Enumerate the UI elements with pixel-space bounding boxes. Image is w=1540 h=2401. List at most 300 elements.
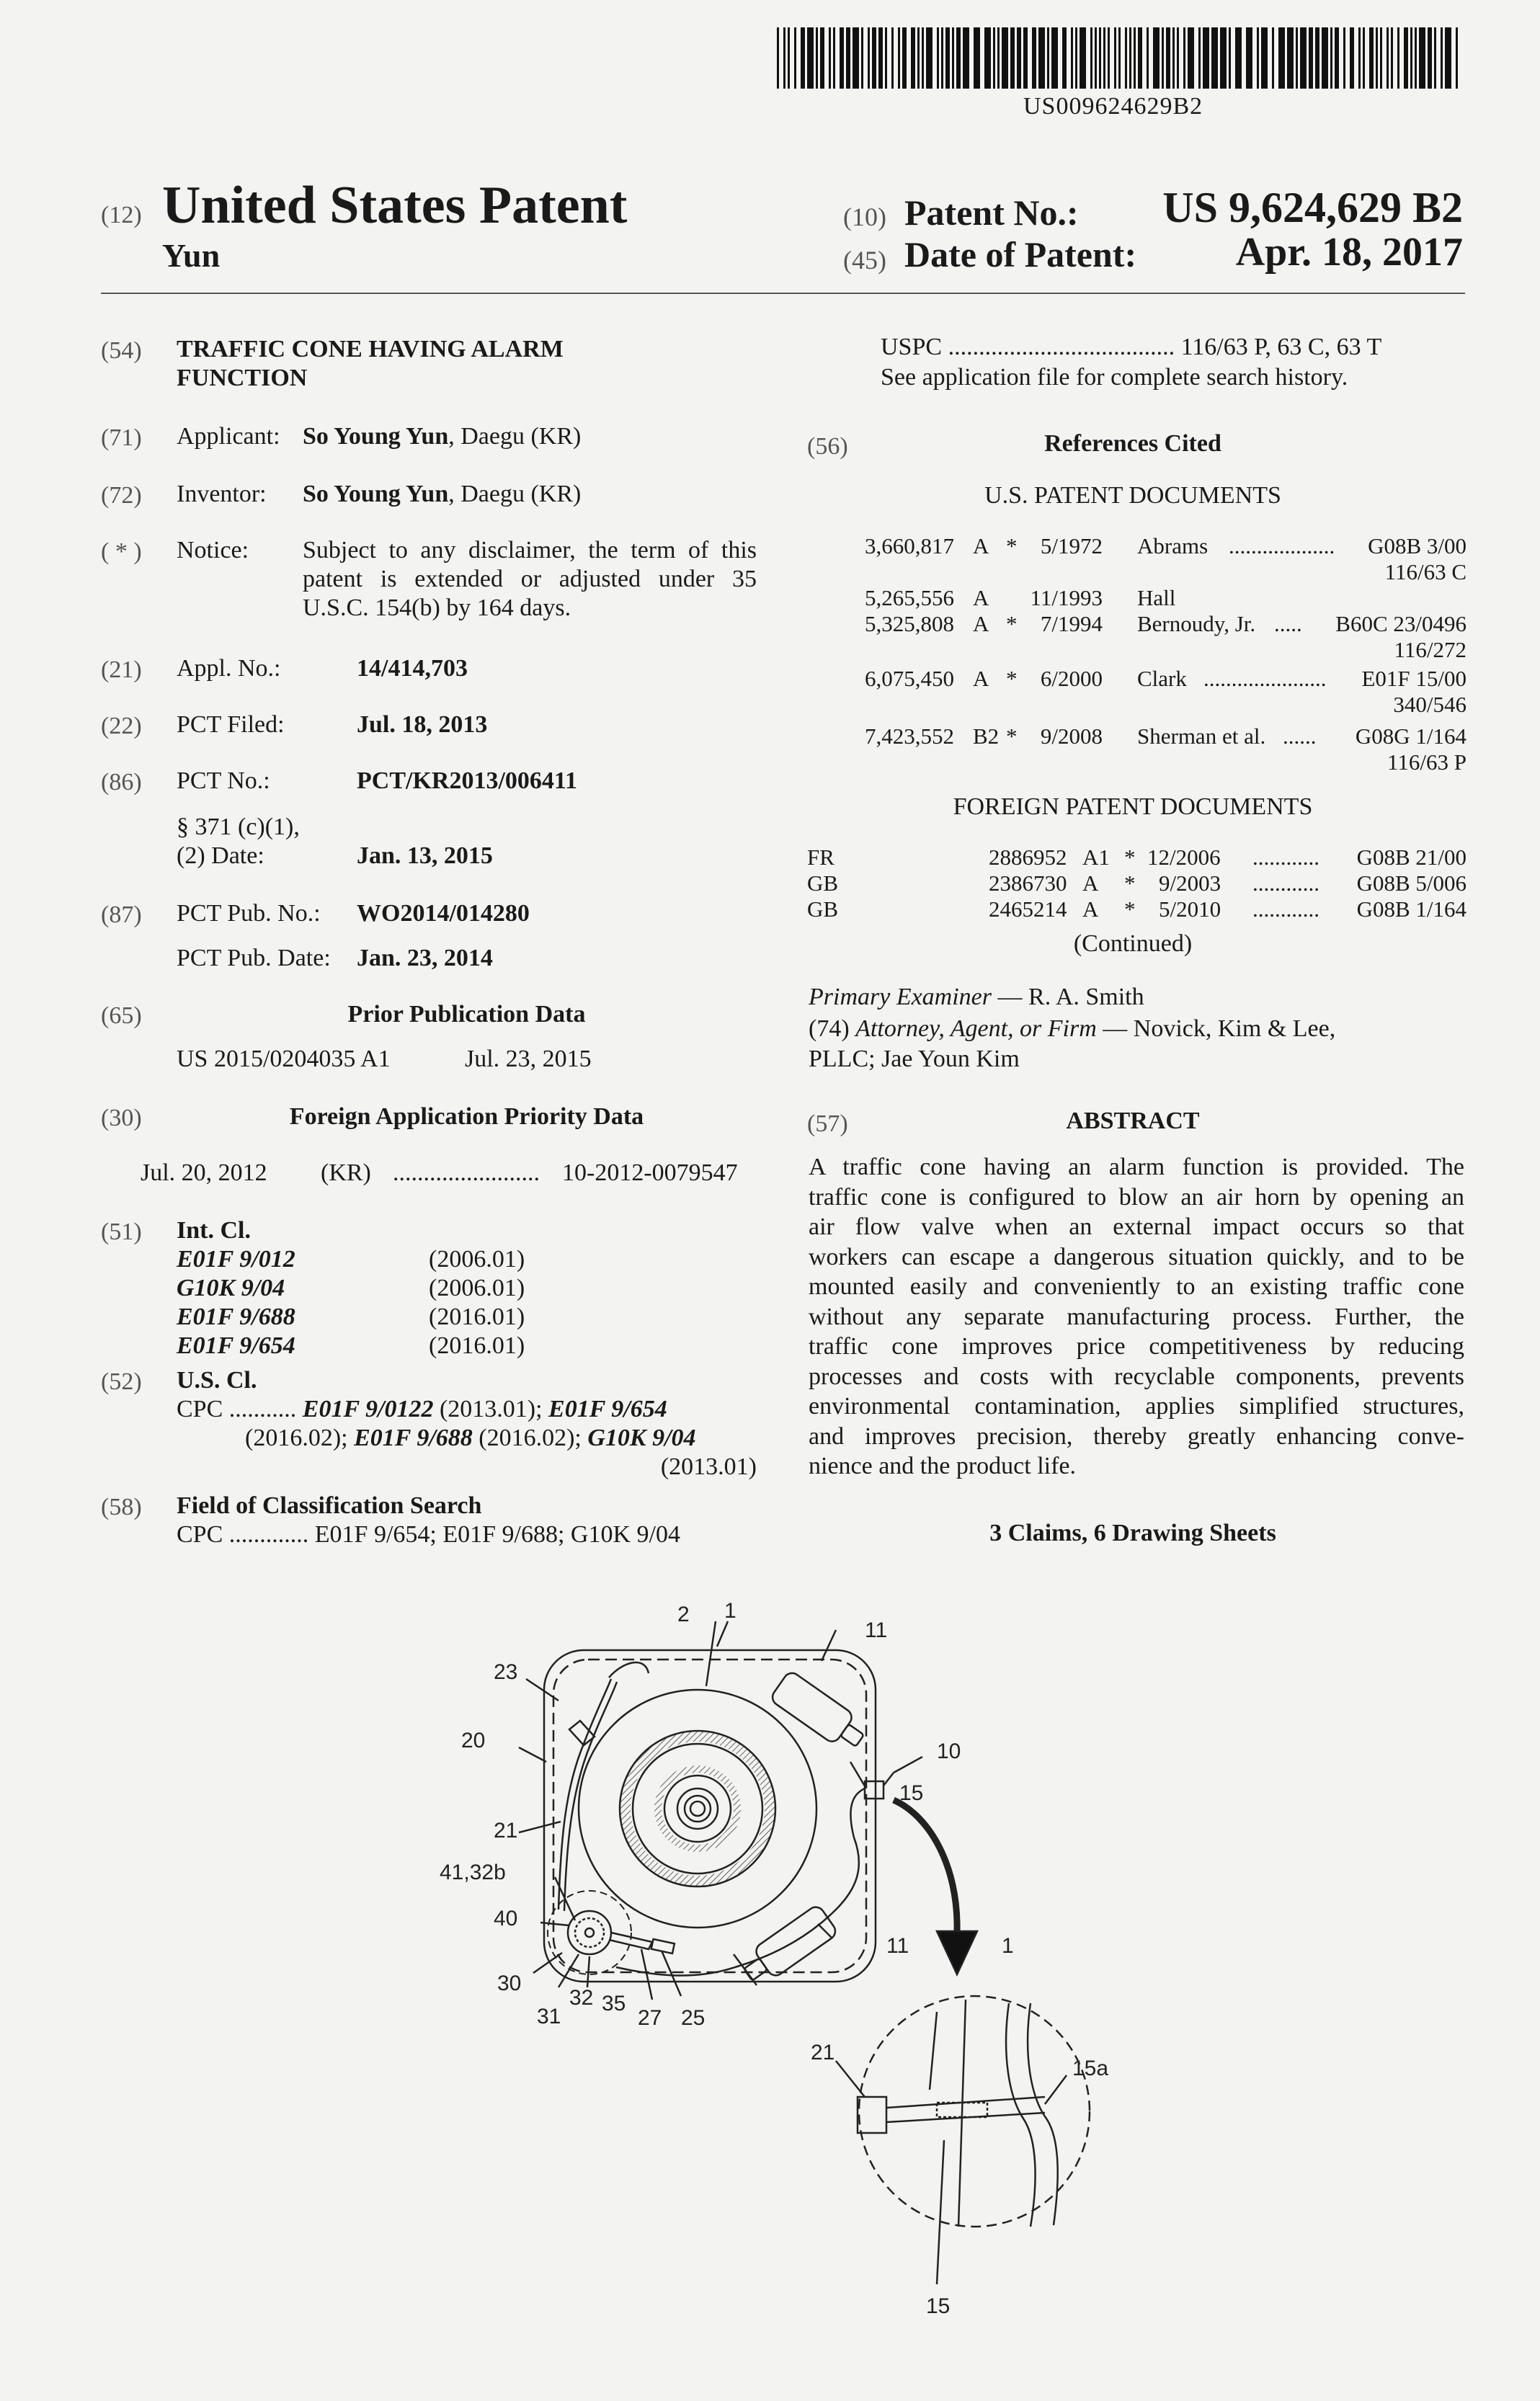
field-search-cpc <box>177 1520 680 1549</box>
fig-label: 15 <box>926 2294 951 2318</box>
us-doc-class: B60C 23/0496 <box>1335 611 1466 636</box>
fig-label: 23 <box>494 1660 518 1684</box>
foreign-doc-kind: A1 <box>1082 845 1110 870</box>
attorney-line-1 <box>809 1015 1335 1043</box>
barcode-bar <box>783 27 785 89</box>
foreign-doc-star: * <box>1124 845 1136 870</box>
us-doc-star: * <box>1006 611 1018 636</box>
barcode-bar <box>1108 27 1110 89</box>
applicant-name: So Young Yun <box>303 423 449 450</box>
barcode-bar <box>1296 27 1298 89</box>
foreign-doc-star: * <box>1124 896 1136 922</box>
barcode-bar <box>1032 27 1036 89</box>
us-doc-number: 6,075,450 <box>865 666 954 691</box>
int-cl-class: G10K 9/04 <box>177 1275 285 1301</box>
us-cl-line-2 <box>245 1424 696 1453</box>
int-cl-class: E01F 9/012 <box>177 1246 295 1273</box>
barcode-bar <box>1358 27 1361 89</box>
barcode-bar <box>1419 27 1425 89</box>
us-doc-kind: B2 <box>973 723 1000 749</box>
int-cl-list <box>177 1245 580 1360</box>
barcode-bar <box>1428 27 1432 89</box>
pct-pub-date-label: PCT Pub. Date: <box>177 945 331 971</box>
barcode-bar <box>1434 27 1436 89</box>
inventor-label: Inventor: <box>177 481 267 507</box>
abstract-line: traffic cone improves price competitiveness by reducing <box>809 1333 1464 1360</box>
barcode <box>777 27 1465 89</box>
us-doc-date: 9/2008 <box>1040 723 1103 749</box>
barcode-bar <box>1010 27 1015 89</box>
barcode-bar <box>885 27 887 89</box>
us-cl-version: (2013.01); <box>433 1396 549 1422</box>
header-rule <box>101 293 1465 294</box>
foreign-doc-dots: ............ <box>1252 870 1319 896</box>
barcode-bar <box>1391 27 1393 89</box>
barcode-bar <box>937 27 939 89</box>
barcode-bar <box>1278 27 1285 89</box>
barcode-bar <box>984 27 991 89</box>
barcode-bar <box>1322 27 1328 89</box>
barcode-bar <box>853 27 859 89</box>
s371-date: Jan. 13, 2015 <box>357 842 493 869</box>
barcode-bar <box>1456 27 1458 89</box>
us-doc-row <box>865 611 1466 666</box>
foreign-doc-date: 9/2003 <box>1159 870 1221 896</box>
abstract-line: and improves precision, thereby greatly enhancing conve- <box>809 1422 1464 1450</box>
barcode-bar <box>891 27 894 89</box>
code-86: (86) <box>101 769 142 796</box>
fig-label: 31 <box>537 2005 561 2028</box>
invention-title-1: TRAFFIC CONE HAVING ALARM <box>177 336 564 362</box>
us-docs-table <box>865 533 1466 778</box>
int-cl-row <box>177 1245 580 1274</box>
patent-title: United States Patent <box>162 176 628 235</box>
barcode-graphic <box>777 27 1465 89</box>
us-cl-version: (2016.02); <box>472 1425 588 1451</box>
us-doc-kind: A <box>973 666 989 691</box>
barcode-bar <box>902 27 907 89</box>
us-doc-kind: A <box>973 585 989 610</box>
barcode-bar <box>1002 27 1008 89</box>
fig-label: 15a <box>1072 2057 1109 2080</box>
primary-examiner-name: — R. A. Smith <box>992 984 1144 1010</box>
see-application-file: See application file for complete search history. <box>881 364 1348 391</box>
foreign-doc-row <box>807 896 1466 922</box>
barcode-bar <box>1071 27 1073 89</box>
barcode-bar <box>1220 27 1227 89</box>
barcode-bar <box>1404 27 1408 89</box>
barcode-bar <box>794 27 796 89</box>
barcode-bar <box>1235 27 1242 89</box>
inventor-place: , Daegu (KR) <box>448 481 582 507</box>
fig-label: 32 <box>569 1986 594 2010</box>
int-cl-version: (2016.01) <box>429 1332 525 1359</box>
us-doc-class: G08G 1/164 <box>1355 723 1466 749</box>
inventor-name: So Young Yun <box>303 481 449 507</box>
abstract-line: processes and costs with recyclable components, prevents <box>809 1363 1464 1390</box>
fig-label: 10 <box>937 1740 961 1763</box>
notice-line-3: U.S.C. 154(b) by 164 days. <box>303 594 571 621</box>
abstract-body <box>809 1153 1464 1482</box>
field-search-cpc-label: CPC <box>177 1521 223 1548</box>
foreign-doc-dots: ............ <box>1252 896 1319 922</box>
foreign-priority-number: 10-2012-0079547 <box>562 1159 738 1186</box>
barcode-bar <box>1075 27 1077 89</box>
foreign-docs-table <box>807 845 1466 922</box>
pct-pub-date: Jan. 23, 2014 <box>357 945 493 971</box>
barcode-bar <box>917 27 920 89</box>
fig-label: 35 <box>602 1992 626 2015</box>
barcode-bar <box>1023 27 1028 89</box>
foreign-priority-heading: Foreign Application Priority Data <box>289 1103 644 1130</box>
foreign-doc-number: 2886952 <box>989 845 1067 870</box>
fig-label: 15 <box>899 1781 924 1805</box>
prior-pub-date: Jul. 23, 2015 <box>465 1046 592 1072</box>
code-56: (56) <box>807 433 848 460</box>
continued-note: (Continued) <box>1073 930 1193 957</box>
us-doc-dots: ...................... <box>1203 666 1327 691</box>
code-22: (22) <box>101 713 142 739</box>
barcode-bar <box>1162 27 1164 89</box>
foreign-priority-country: (KR) <box>321 1159 371 1186</box>
field-search-dots: ............. <box>228 1521 309 1548</box>
header-code-12: (12) <box>101 202 142 228</box>
uspc-line <box>881 333 1381 362</box>
us-cl-class: E01F 9/0122 <box>302 1396 434 1422</box>
attorney-name-1: — Novick, Kim & Lee, <box>1096 1015 1336 1042</box>
abstract-line: mounted easily and conveniently to an existing traffic cone <box>809 1273 1464 1300</box>
fig-label: 20 <box>461 1729 486 1752</box>
us-cl-class: E01F 9/654 <box>548 1396 667 1422</box>
code-30: (30) <box>101 1105 142 1131</box>
barcode-bar <box>1099 27 1101 89</box>
barcode-bar <box>1229 27 1231 89</box>
barcode-bar <box>1246 27 1252 89</box>
barcode-bar <box>1272 27 1274 89</box>
barcode-bar <box>1300 27 1307 89</box>
date-of-patent: Apr. 18, 2017 <box>1235 230 1463 275</box>
s371-line-1: § 371 (c)(1), <box>177 814 300 840</box>
pct-pub-no-label: PCT Pub. No.: <box>177 900 321 927</box>
abstract-line: without any separate manufacturing process. Further, the <box>809 1303 1464 1330</box>
us-doc-row <box>865 585 1466 611</box>
foreign-doc-class: G08B 21/00 <box>1356 845 1466 870</box>
barcode-bar <box>1445 27 1451 89</box>
barcode-bar <box>878 27 883 89</box>
barcode-bar <box>846 27 850 89</box>
us-doc-dots: ..... <box>1274 611 1302 636</box>
foreign-doc-dots: ............ <box>1252 845 1319 870</box>
foreign-doc-country: GB <box>807 896 839 922</box>
us-cl-heading: U.S. Cl. <box>177 1367 257 1394</box>
code-54: (54) <box>101 337 142 364</box>
header-code-45: (45) <box>843 246 886 275</box>
us-doc-class-2: 116/63 P <box>1387 749 1466 775</box>
uspc-dots: ..................................... <box>948 334 1175 360</box>
barcode-bar <box>1203 27 1209 89</box>
applicant <box>303 422 581 451</box>
code-87: (87) <box>101 901 142 928</box>
foreign-doc-number: 2465214 <box>989 896 1067 922</box>
code-72: (72) <box>101 482 142 509</box>
barcode-bar <box>1369 27 1374 89</box>
front-page-figure <box>432 1592 1153 2385</box>
barcode-bar <box>1343 27 1345 89</box>
fig-label: 40 <box>494 1907 518 1930</box>
barcode-bar <box>1047 27 1049 89</box>
foreign-doc-country: GB <box>807 870 839 896</box>
int-cl-row <box>177 1332 580 1360</box>
barcode-bar <box>1261 27 1268 89</box>
applicant-label: Applicant: <box>177 423 280 450</box>
fig-label: 11 <box>886 1934 909 1958</box>
barcode-bar <box>1138 27 1142 89</box>
fig-label: 11 <box>865 1618 888 1642</box>
int-cl-row <box>177 1303 580 1332</box>
foreign-doc-kind: A <box>1082 896 1099 922</box>
code-58: (58) <box>101 1494 142 1520</box>
barcode-bar <box>1198 27 1201 89</box>
barcode-bar <box>1309 27 1313 89</box>
foreign-doc-star: * <box>1124 870 1136 896</box>
barcode-bar <box>1315 27 1319 89</box>
abstract-line: A traffic cone having an alarm function is provided. The <box>809 1154 1464 1180</box>
foreign-doc-row <box>807 870 1466 896</box>
int-cl-version: (2006.01) <box>429 1246 525 1273</box>
us-doc-name: Bernoudy, Jr. <box>1137 611 1256 636</box>
fig-label: 21 <box>811 2041 835 2064</box>
fig-label: 27 <box>638 2006 662 2030</box>
fig-label: 25 <box>681 2006 706 2030</box>
barcode-bar <box>1114 27 1116 89</box>
uspc-value: 116/63 P, 63 C, 63 T <box>1180 334 1382 360</box>
abstract-line: environmental contamination, applies simplified structures, <box>809 1393 1464 1420</box>
us-doc-star: * <box>1006 723 1018 749</box>
uspc-label: USPC <box>881 334 943 360</box>
code-21: (21) <box>101 656 142 683</box>
barcode-bar <box>1183 27 1185 89</box>
barcode-bar <box>1090 27 1092 89</box>
foreign-priority-date: Jul. 20, 2012 <box>141 1159 267 1186</box>
date-of-patent-label: Date of Patent: <box>904 234 1137 275</box>
code-57: (57) <box>807 1110 848 1137</box>
barcode-bar <box>788 27 790 89</box>
foreign-doc-class: G08B 5/006 <box>1356 870 1466 896</box>
us-cl-class: E01F 9/688 <box>354 1425 473 1451</box>
foreign-doc-class: G08B 1/164 <box>1356 896 1466 922</box>
int-cl-version: (2006.01) <box>429 1275 525 1301</box>
inventor <box>303 480 581 509</box>
claims-summary: 3 Claims, 6 Drawing Sheets <box>989 1520 1276 1546</box>
us-cl-dots: ........... <box>228 1396 297 1422</box>
barcode-bar <box>1080 27 1086 89</box>
patent-number: US 9,624,629 B2 <box>1162 184 1463 231</box>
pct-filed-label: PCT Filed: <box>177 711 285 738</box>
barcode-bar <box>1134 27 1136 89</box>
barcode-bar <box>1147 27 1149 89</box>
barcode-bar <box>868 27 870 89</box>
foreign-doc-row <box>807 845 1466 870</box>
barcode-bar <box>1129 27 1131 89</box>
code-51: (51) <box>101 1219 142 1245</box>
barcode-bar <box>1188 27 1194 89</box>
barcode-bar <box>1380 27 1382 89</box>
us-cl-class: G10K 9/04 <box>587 1425 696 1451</box>
int-cl-class: E01F 9/654 <box>177 1332 295 1359</box>
barcode-bar <box>777 27 779 89</box>
pct-pub-no: WO2014/014280 <box>357 900 530 927</box>
barcode-bar <box>1103 27 1105 89</box>
barcode-bar <box>1038 27 1045 89</box>
us-doc-class: E01F 15/00 <box>1361 666 1466 691</box>
prior-pub-number: US 2015/0204035 A1 <box>177 1046 391 1072</box>
us-doc-number: 7,423,552 <box>865 723 954 749</box>
code-52: (52) <box>101 1368 142 1395</box>
barcode-bar <box>1177 27 1179 89</box>
int-cl-row <box>177 1274 580 1303</box>
fig-label: 41,32b <box>440 1861 506 1884</box>
us-doc-number: 5,325,808 <box>865 611 954 636</box>
barcode-bar <box>861 27 863 89</box>
primary-examiner <box>809 983 1144 1012</box>
us-doc-class-2: 116/63 C <box>1384 559 1466 584</box>
barcode-bar <box>1051 27 1058 89</box>
us-doc-name: Sherman et al. <box>1137 723 1266 749</box>
s371-line-2: (2) Date: <box>177 842 264 869</box>
barcode-bar <box>952 27 954 89</box>
foreign-doc-kind: A <box>1082 870 1099 896</box>
field-search-cpc-value: E01F 9/654; E01F 9/688; G10K 9/04 <box>314 1521 680 1548</box>
fig-label: 21 <box>494 1819 518 1843</box>
fig-label: 1 <box>724 1599 736 1623</box>
barcode-bar <box>1166 27 1170 89</box>
barcode-bar <box>997 27 1000 89</box>
primary-examiner-label: Primary Examiner <box>809 984 992 1010</box>
prior-pub-heading: Prior Publication Data <box>347 1001 586 1028</box>
references-cited-heading: References Cited <box>1044 430 1221 457</box>
us-doc-name: Abrams <box>1137 533 1209 558</box>
us-doc-row <box>865 723 1466 778</box>
abstract-heading: ABSTRACT <box>1066 1108 1200 1134</box>
barcode-bar <box>911 27 915 89</box>
abstract-line: workers can escape a dangerous situation quickly, and to be <box>809 1243 1464 1270</box>
us-doc-class-2: 116/272 <box>1394 637 1466 662</box>
barcode-bar <box>993 27 995 89</box>
abstract-line: traffic cone is configured to blow an air horn by opening an <box>809 1183 1464 1211</box>
barcode-bar <box>1397 27 1399 89</box>
us-doc-class: G08B 3/00 <box>1368 533 1466 558</box>
us-doc-star: * <box>1006 533 1018 558</box>
header-code-10: (10) <box>843 202 886 231</box>
barcode-bar <box>963 27 969 89</box>
attorney-label: Attorney, Agent, or Firm <box>855 1015 1097 1042</box>
barcode-bar <box>1335 27 1339 89</box>
appl-no: 14/414,703 <box>357 655 468 682</box>
appl-no-label: Appl. No.: <box>177 655 281 682</box>
foreign-priority-dots: ........................ <box>393 1159 540 1186</box>
applicant-place: , Daegu (KR) <box>448 423 582 450</box>
us-doc-date: 11/1993 <box>1030 585 1103 610</box>
code-notice: ( * ) <box>101 538 142 565</box>
us-doc-class-2: 340/546 <box>1393 692 1466 717</box>
barcode-bar <box>956 27 961 89</box>
barcode-bar <box>872 27 876 89</box>
notice-line-1: Subject to any disclaimer, the term of this <box>303 537 757 564</box>
int-cl-class: E01F 9/688 <box>177 1304 295 1330</box>
barcode-bar <box>1350 27 1354 89</box>
barcode-bar <box>840 27 844 89</box>
invention-title-2: FUNCTION <box>177 365 308 391</box>
barcode-bar <box>1125 27 1127 89</box>
barcode-bar <box>1211 27 1218 89</box>
us-doc-kind: A <box>973 533 989 558</box>
barcode-bar <box>1410 27 1412 89</box>
us-cl-version: (2016.02); <box>245 1425 355 1451</box>
barcode-bar <box>926 27 933 89</box>
fig-label: 1 <box>1002 1934 1014 1958</box>
notice-line-2: patent is extended or adjusted under 35 <box>303 566 757 592</box>
foreign-doc-date: 5/2010 <box>1159 896 1221 922</box>
us-cl-line-3: (2013.01) <box>660 1453 757 1480</box>
us-doc-name: Hall <box>1137 585 1176 610</box>
barcode-bar <box>898 27 900 89</box>
foreign-doc-country: FR <box>807 845 834 870</box>
us-doc-date: 5/1972 <box>1040 533 1103 558</box>
us-doc-date: 7/1994 <box>1040 611 1103 636</box>
barcode-bar <box>820 27 824 89</box>
barcode-bar <box>1376 27 1378 89</box>
barcode-bar <box>1062 27 1067 89</box>
barcode-bar <box>1363 27 1365 89</box>
foreign-patent-documents-heading: FOREIGN PATENT DOCUMENTS <box>953 793 1313 820</box>
us-doc-star: * <box>1006 666 1018 691</box>
barcode-bar <box>829 27 831 89</box>
attorney-code: (74) <box>809 1015 850 1042</box>
code-65: (65) <box>101 1002 142 1029</box>
barcode-bar <box>1095 27 1097 89</box>
pct-no: PCT/KR2013/006411 <box>357 767 578 794</box>
us-doc-name: Clark <box>1137 666 1187 691</box>
barcode-bar <box>922 27 924 89</box>
barcode-bar <box>1287 27 1294 89</box>
us-doc-row <box>865 666 1466 723</box>
barcode-bar <box>945 27 950 89</box>
us-doc-dots: ...... <box>1283 723 1317 749</box>
us-doc-date: 6/2000 <box>1040 666 1103 691</box>
pct-filed: Jul. 18, 2013 <box>357 711 488 738</box>
barcode-bar <box>1172 27 1175 89</box>
barcode-bar <box>1415 27 1417 89</box>
figure-drawing <box>432 1592 1153 2385</box>
barcode-bar <box>1257 27 1259 89</box>
us-doc-row <box>865 533 1466 585</box>
foreign-doc-date: 12/2006 <box>1147 845 1221 870</box>
abstract-line: air flow valve when an external impact occurs so that <box>809 1213 1464 1240</box>
fig-label: 30 <box>497 1972 522 1995</box>
barcode-bar <box>1441 27 1443 89</box>
attorney-line-2: PLLC; Jae Youn Kim <box>809 1046 1020 1072</box>
us-cl-cpc-label: CPC <box>177 1396 223 1422</box>
pct-no-label: PCT No.: <box>177 767 270 794</box>
field-search-heading: Field of Classification Search <box>177 1492 482 1519</box>
barcode-bar <box>833 27 835 89</box>
inventor-short: Yun <box>162 237 221 274</box>
fig-label: 2 <box>677 1603 690 1626</box>
barcode-bar <box>1017 27 1021 89</box>
us-doc-number: 5,265,556 <box>865 585 954 610</box>
code-71: (71) <box>101 424 142 451</box>
patent-number-label: Patent No.: <box>904 192 1079 233</box>
